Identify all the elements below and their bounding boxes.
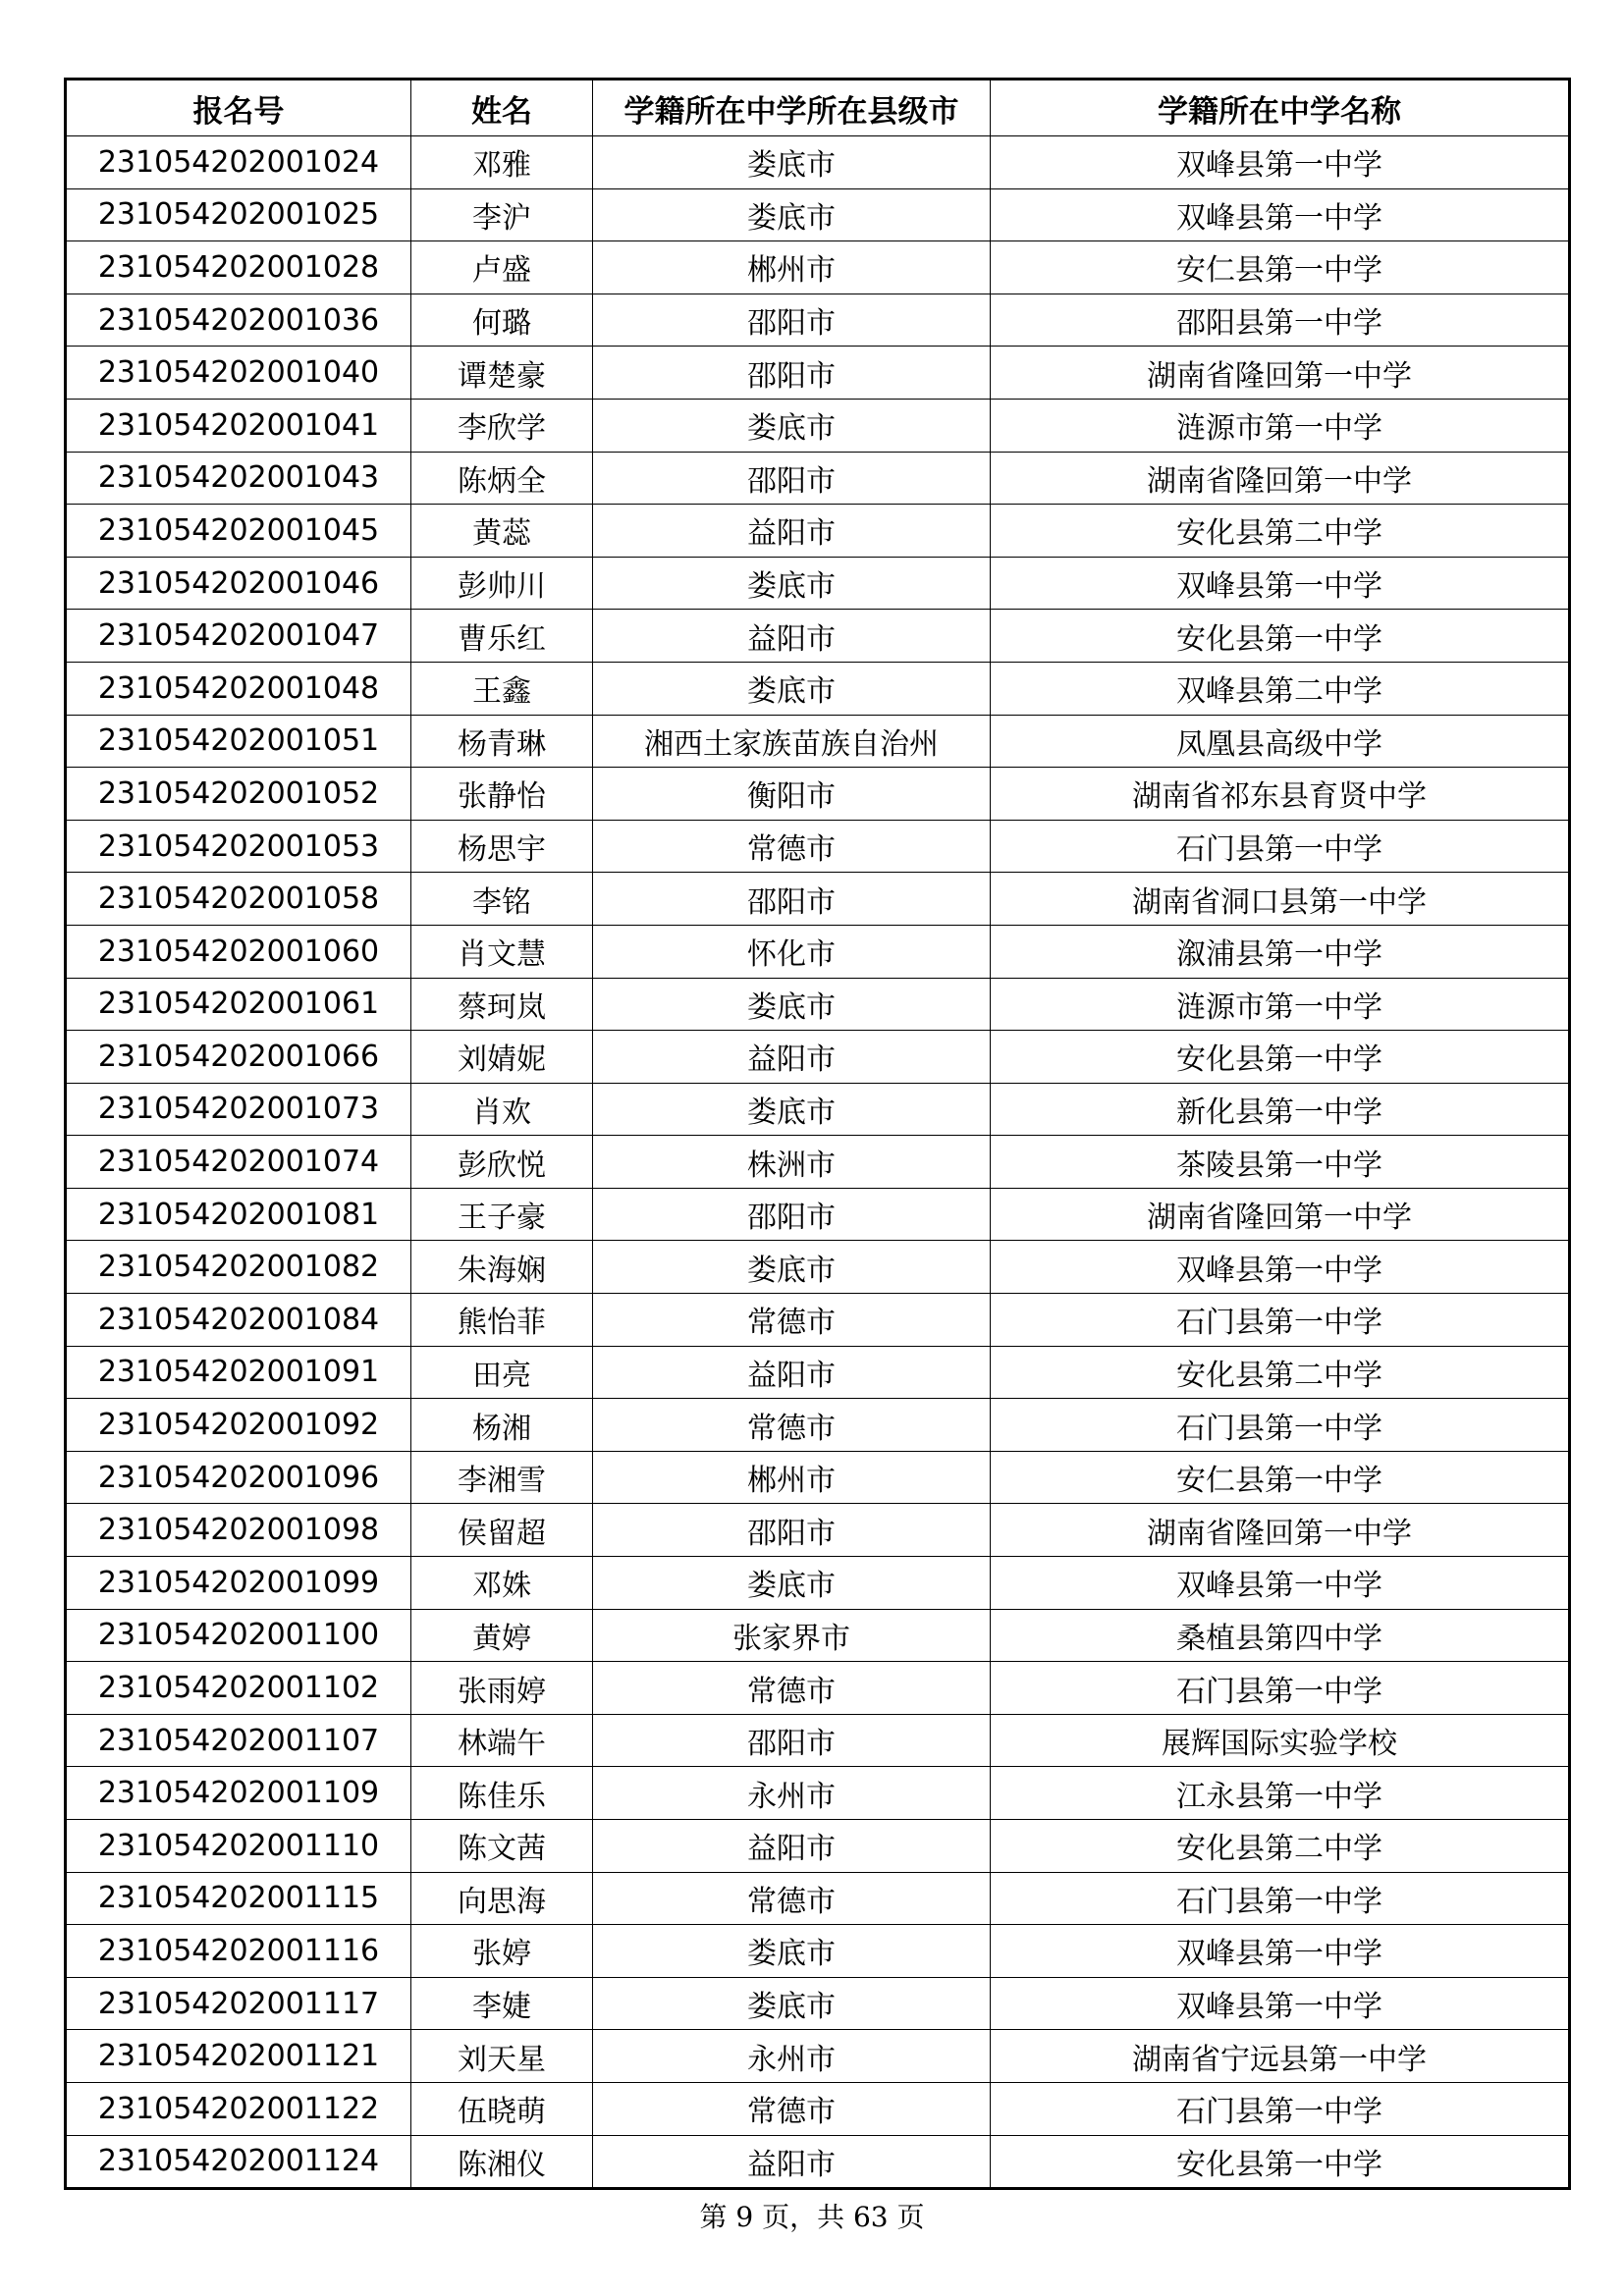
table-row <box>66 1241 1570 1294</box>
table-row <box>66 2135 1570 2189</box>
school-city-cell: 娄底市 <box>593 1083 991 1136</box>
school-name-cell: 展辉国际实验学校 <box>991 1714 1570 1767</box>
school-city-cell: 娄底市 <box>593 662 991 715</box>
table-row <box>66 557 1570 610</box>
school-city-cell: 常德市 <box>593 1662 991 1715</box>
table-row <box>66 241 1570 294</box>
school-name-cell: 石门县第一中学 <box>991 1662 1570 1715</box>
table-row <box>66 2082 1570 2135</box>
school-city-cell: 邵阳市 <box>593 1714 991 1767</box>
name-cell: 谭楚豪 <box>411 347 593 400</box>
school-city-cell: 邵阳市 <box>593 452 991 505</box>
registration-number-cell: 231054202001052 <box>66 768 411 821</box>
name-cell: 彭帅川 <box>411 557 593 610</box>
name-cell: 王子豪 <box>411 1188 593 1241</box>
school-city-cell: 娄底市 <box>593 1241 991 1294</box>
school-city-cell: 永州市 <box>593 2030 991 2083</box>
school-name-cell: 双峰县第一中学 <box>991 1977 1570 2030</box>
school-name-cell: 石门县第一中学 <box>991 820 1570 873</box>
school-city-cell: 衡阳市 <box>593 768 991 821</box>
school-city-cell: 永州市 <box>593 1767 991 1820</box>
school-name-cell: 涟源市第一中学 <box>991 399 1570 452</box>
registration-number-cell: 231054202001102 <box>66 1662 411 1715</box>
school-name-cell: 双峰县第一中学 <box>991 1925 1570 1978</box>
school-city-cell: 娄底市 <box>593 557 991 610</box>
name-cell: 肖欢 <box>411 1083 593 1136</box>
registration-number-cell: 231054202001098 <box>66 1504 411 1557</box>
school-city-cell: 娄底市 <box>593 1557 991 1610</box>
registration-number-cell: 231054202001107 <box>66 1714 411 1767</box>
school-city-cell: 邵阳市 <box>593 347 991 400</box>
registration-number-cell: 231054202001028 <box>66 241 411 294</box>
school-city-cell: 常德市 <box>593 1294 991 1347</box>
school-city-cell: 邵阳市 <box>593 1188 991 1241</box>
school-name-cell: 石门县第一中学 <box>991 1294 1570 1347</box>
school-name-cell: 江永县第一中学 <box>991 1767 1570 1820</box>
school-city-cell: 常德市 <box>593 820 991 873</box>
school-name-cell: 溆浦县第一中学 <box>991 925 1570 978</box>
table-row <box>66 1977 1570 2030</box>
registration-number-cell: 231054202001047 <box>66 610 411 663</box>
table-row <box>66 1714 1570 1767</box>
school-name-cell: 桑植县第四中学 <box>991 1609 1570 1662</box>
registration-number-cell: 231054202001122 <box>66 2082 411 2135</box>
name-cell: 张雨婷 <box>411 1662 593 1715</box>
school-name-cell: 安化县第二中学 <box>991 1820 1570 1873</box>
registration-number-cell: 231054202001100 <box>66 1609 411 1662</box>
table-row <box>66 1609 1570 1662</box>
school-name-cell: 湖南省洞口县第一中学 <box>991 873 1570 926</box>
school-name-cell: 双峰县第一中学 <box>991 557 1570 610</box>
header-school-name: 学籍所在中学名称 <box>991 80 1570 136</box>
registration-number-cell: 231054202001041 <box>66 399 411 452</box>
name-cell: 李婕 <box>411 1977 593 2030</box>
school-name-cell: 石门县第一中学 <box>991 1872 1570 1925</box>
table-row <box>66 662 1570 715</box>
table-row <box>66 136 1570 189</box>
registration-number-cell: 231054202001092 <box>66 1399 411 1452</box>
name-cell: 彭欣悦 <box>411 1136 593 1189</box>
table-row <box>66 1188 1570 1241</box>
table-row <box>66 1136 1570 1189</box>
name-cell: 杨湘 <box>411 1399 593 1452</box>
header-school-city: 学籍所在中学所在县级市 <box>593 80 991 136</box>
school-city-cell: 娄底市 <box>593 399 991 452</box>
registration-number-cell: 231054202001053 <box>66 820 411 873</box>
school-name-cell: 湖南省隆回第一中学 <box>991 1188 1570 1241</box>
registration-number-cell: 231054202001061 <box>66 978 411 1031</box>
registration-number-cell: 231054202001116 <box>66 1925 411 1978</box>
registration-number-cell: 231054202001091 <box>66 1346 411 1399</box>
school-city-cell: 益阳市 <box>593 505 991 558</box>
school-city-cell: 邵阳市 <box>593 294 991 347</box>
name-cell: 邓姝 <box>411 1557 593 1610</box>
registration-number-cell: 231054202001040 <box>66 347 411 400</box>
name-cell: 李湘雪 <box>411 1451 593 1504</box>
name-cell: 刘婧妮 <box>411 1031 593 1084</box>
school-name-cell: 湖南省祁东县育贤中学 <box>991 768 1570 821</box>
registration-number-cell: 231054202001024 <box>66 136 411 189</box>
school-city-cell: 郴州市 <box>593 1451 991 1504</box>
registration-number-cell: 231054202001036 <box>66 294 411 347</box>
school-name-cell: 湖南省宁远县第一中学 <box>991 2030 1570 2083</box>
school-name-cell: 邵阳县第一中学 <box>991 294 1570 347</box>
table-header-row <box>66 80 1570 136</box>
table-row <box>66 294 1570 347</box>
registration-number-cell: 231054202001081 <box>66 1188 411 1241</box>
school-city-cell: 娄底市 <box>593 188 991 241</box>
name-cell: 林端午 <box>411 1714 593 1767</box>
school-name-cell: 安化县第二中学 <box>991 505 1570 558</box>
table-row <box>66 399 1570 452</box>
school-name-cell: 双峰县第一中学 <box>991 1241 1570 1294</box>
roster-table <box>64 78 1571 2190</box>
table-row <box>66 1872 1570 1925</box>
school-city-cell: 益阳市 <box>593 2135 991 2189</box>
table-row <box>66 1504 1570 1557</box>
school-name-cell: 安化县第一中学 <box>991 610 1570 663</box>
school-name-cell: 涟源市第一中学 <box>991 978 1570 1031</box>
registration-number-cell: 231054202001117 <box>66 1977 411 2030</box>
registration-number-cell: 231054202001124 <box>66 2135 411 2189</box>
table-row <box>66 2030 1570 2083</box>
school-city-cell: 娄底市 <box>593 1925 991 1978</box>
school-name-cell: 双峰县第一中学 <box>991 1557 1570 1610</box>
school-name-cell: 安化县第一中学 <box>991 2135 1570 2189</box>
school-name-cell: 安化县第二中学 <box>991 1346 1570 1399</box>
school-city-cell: 张家界市 <box>593 1609 991 1662</box>
school-city-cell: 常德市 <box>593 2082 991 2135</box>
table-row <box>66 873 1570 926</box>
school-city-cell: 怀化市 <box>593 925 991 978</box>
page-footer: 第 9 页，共 63 页 <box>699 2201 925 2233</box>
table-row <box>66 1767 1570 1820</box>
table-row <box>66 1346 1570 1399</box>
school-city-cell: 郴州市 <box>593 241 991 294</box>
school-name-cell: 湖南省隆回第一中学 <box>991 347 1570 400</box>
registration-number-cell: 231054202001109 <box>66 1767 411 1820</box>
school-city-cell: 湘西土家族苗族自治州 <box>593 715 991 768</box>
registration-number-cell: 231054202001121 <box>66 2030 411 2083</box>
school-name-cell: 安仁县第一中学 <box>991 1451 1570 1504</box>
registration-number-cell: 231054202001051 <box>66 715 411 768</box>
school-city-cell: 邵阳市 <box>593 873 991 926</box>
school-name-cell: 双峰县第二中学 <box>991 662 1570 715</box>
school-city-cell: 益阳市 <box>593 610 991 663</box>
table-row <box>66 1083 1570 1136</box>
table-row <box>66 1031 1570 1084</box>
name-cell: 熊怡菲 <box>411 1294 593 1347</box>
registration-number-cell: 231054202001066 <box>66 1031 411 1084</box>
name-cell: 陈文茜 <box>411 1820 593 1873</box>
table-row <box>66 768 1570 821</box>
table-row <box>66 188 1570 241</box>
school-city-cell: 益阳市 <box>593 1031 991 1084</box>
school-name-cell: 安化县第一中学 <box>991 1031 1570 1084</box>
name-cell: 侯留超 <box>411 1504 593 1557</box>
table-row <box>66 715 1570 768</box>
school-name-cell: 石门县第一中学 <box>991 1399 1570 1452</box>
name-cell: 王鑫 <box>411 662 593 715</box>
table-row <box>66 1925 1570 1978</box>
name-cell: 何璐 <box>411 294 593 347</box>
name-cell: 刘天星 <box>411 2030 593 2083</box>
school-name-cell: 安仁县第一中学 <box>991 241 1570 294</box>
table-row <box>66 347 1570 400</box>
school-name-cell: 新化县第一中学 <box>991 1083 1570 1136</box>
registration-number-cell: 231054202001115 <box>66 1872 411 1925</box>
table-row <box>66 505 1570 558</box>
registration-number-cell: 231054202001082 <box>66 1241 411 1294</box>
name-cell: 向思海 <box>411 1872 593 1925</box>
school-name-cell: 双峰县第一中学 <box>991 188 1570 241</box>
name-cell: 伍晓萌 <box>411 2082 593 2135</box>
name-cell: 张婷 <box>411 1925 593 1978</box>
school-city-cell: 娄底市 <box>593 978 991 1031</box>
table-row <box>66 1662 1570 1715</box>
school-city-cell: 娄底市 <box>593 136 991 189</box>
name-cell: 曹乐红 <box>411 610 593 663</box>
name-cell: 肖文慧 <box>411 925 593 978</box>
school-name-cell: 湖南省隆回第一中学 <box>991 452 1570 505</box>
school-city-cell: 娄底市 <box>593 1977 991 2030</box>
table-row <box>66 1451 1570 1504</box>
name-cell: 李沪 <box>411 188 593 241</box>
name-cell: 李铭 <box>411 873 593 926</box>
school-city-cell: 益阳市 <box>593 1346 991 1399</box>
table-row <box>66 1557 1570 1610</box>
school-city-cell: 常德市 <box>593 1872 991 1925</box>
table-row <box>66 1294 1570 1347</box>
registration-number-cell: 231054202001060 <box>66 925 411 978</box>
registration-number-cell: 231054202001084 <box>66 1294 411 1347</box>
table-row <box>66 1399 1570 1452</box>
school-name-cell: 湖南省隆回第一中学 <box>991 1504 1570 1557</box>
name-cell: 黄婷 <box>411 1609 593 1662</box>
table-body <box>66 136 1570 2189</box>
header-registration-number: 报名号 <box>66 80 411 136</box>
table-row <box>66 820 1570 873</box>
name-cell: 蔡珂岚 <box>411 978 593 1031</box>
name-cell: 杨思宇 <box>411 820 593 873</box>
name-cell: 陈湘仪 <box>411 2135 593 2189</box>
registration-number-cell: 231054202001073 <box>66 1083 411 1136</box>
registration-number-cell: 231054202001099 <box>66 1557 411 1610</box>
name-cell: 卢盛 <box>411 241 593 294</box>
registration-number-cell: 231054202001048 <box>66 662 411 715</box>
registration-number-cell: 231054202001058 <box>66 873 411 926</box>
table-row <box>66 1820 1570 1873</box>
school-name-cell: 石门县第一中学 <box>991 2082 1570 2135</box>
table-row <box>66 925 1570 978</box>
registration-number-cell: 231054202001096 <box>66 1451 411 1504</box>
table-row <box>66 978 1570 1031</box>
registration-number-cell: 231054202001025 <box>66 188 411 241</box>
school-city-cell: 邵阳市 <box>593 1504 991 1557</box>
registration-number-cell: 231054202001043 <box>66 452 411 505</box>
name-cell: 张静怡 <box>411 768 593 821</box>
name-cell: 杨青琳 <box>411 715 593 768</box>
name-cell: 陈炳全 <box>411 452 593 505</box>
table-row <box>66 610 1570 663</box>
name-cell: 黄蕊 <box>411 505 593 558</box>
school-name-cell: 双峰县第一中学 <box>991 136 1570 189</box>
school-city-cell: 益阳市 <box>593 1820 991 1873</box>
name-cell: 李欣学 <box>411 399 593 452</box>
registration-number-cell: 231054202001046 <box>66 557 411 610</box>
table-row <box>66 452 1570 505</box>
header-name: 姓名 <box>411 80 593 136</box>
name-cell: 田亮 <box>411 1346 593 1399</box>
registration-number-cell: 231054202001110 <box>66 1820 411 1873</box>
school-city-cell: 常德市 <box>593 1399 991 1452</box>
name-cell: 邓雅 <box>411 136 593 189</box>
name-cell: 朱海娴 <box>411 1241 593 1294</box>
registration-number-cell: 231054202001045 <box>66 505 411 558</box>
school-name-cell: 茶陵县第一中学 <box>991 1136 1570 1189</box>
registration-number-cell: 231054202001074 <box>66 1136 411 1189</box>
name-cell: 陈佳乐 <box>411 1767 593 1820</box>
school-city-cell: 株洲市 <box>593 1136 991 1189</box>
school-name-cell: 凤凰县高级中学 <box>991 715 1570 768</box>
